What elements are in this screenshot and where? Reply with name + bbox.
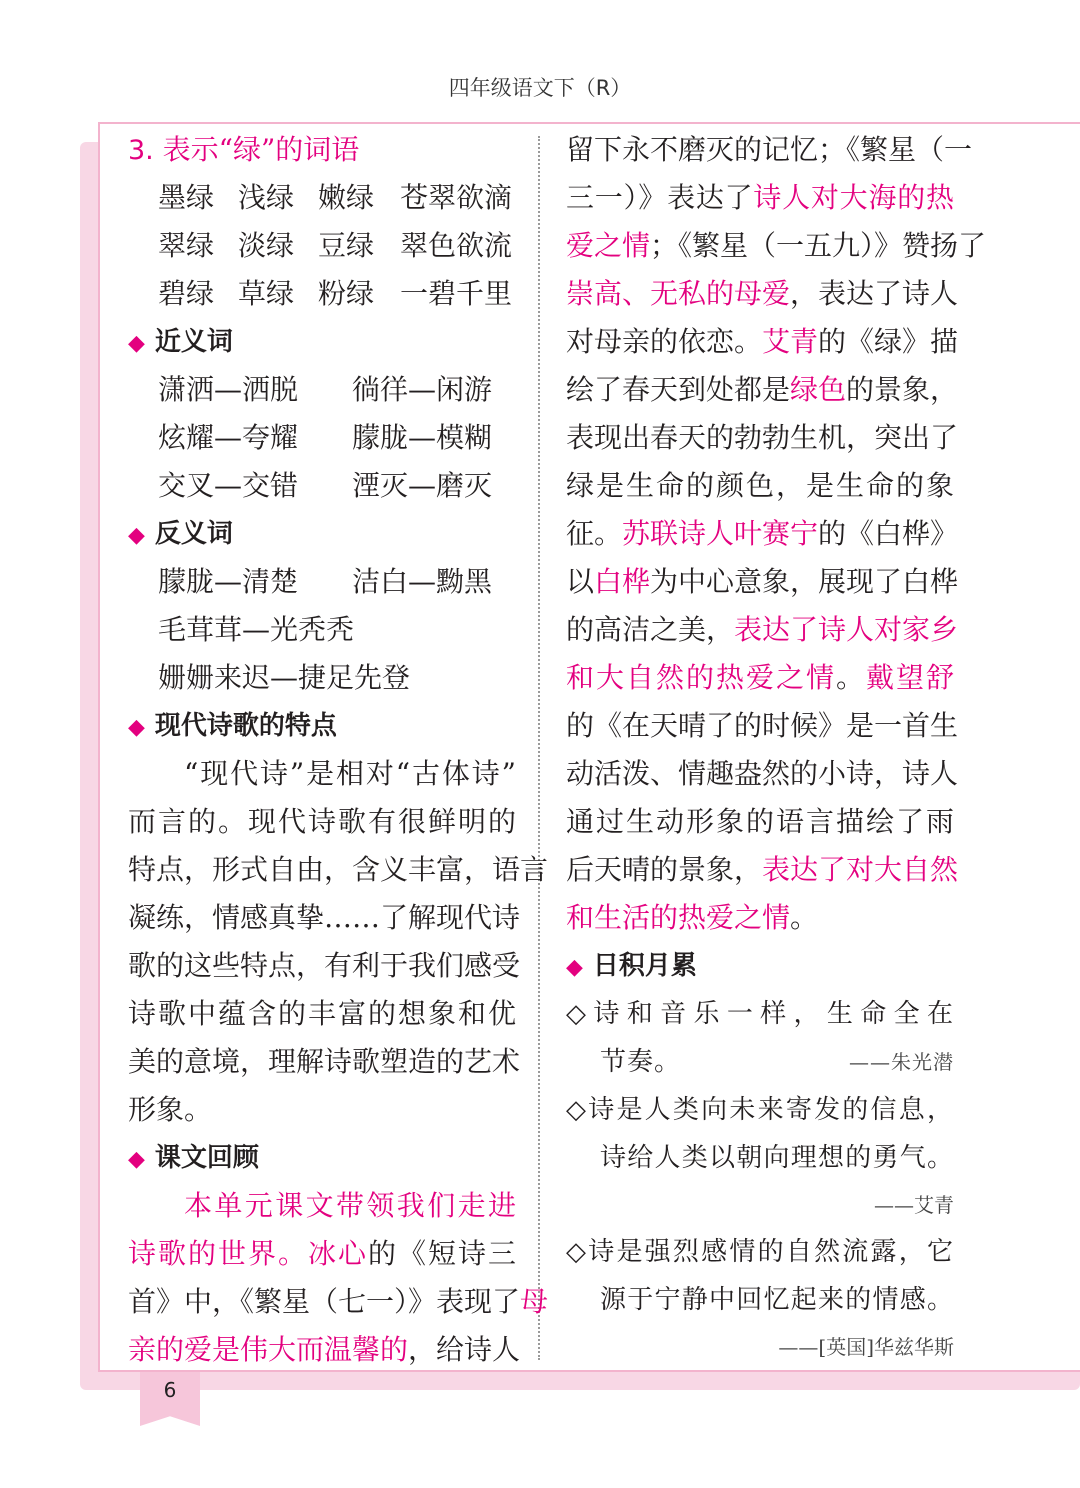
word: 翠色欲流 [400, 229, 513, 262]
text: ；《繁星（一五九）》赞扬了 [650, 229, 987, 262]
paragraph-line [566, 846, 959, 894]
word: 浅绿 [238, 181, 295, 214]
quote-line: ◇诗是强烈感情的自然流露，它 [566, 1237, 954, 1267]
paragraph-line [566, 558, 959, 606]
paragraph-line: 凝练，情感真挚……了解现代诗 [128, 901, 521, 934]
highlight-text: 表达了诗人对家乡 [734, 613, 959, 646]
antonyms-heading [128, 510, 516, 558]
section-green-words-heading [128, 126, 516, 174]
word: 草绿 [238, 277, 295, 310]
word: 粉绿 [318, 277, 375, 310]
quote-author: ——[英国]华兹华斯 [778, 1335, 954, 1359]
synonym-row [128, 462, 516, 510]
quote-author: ——朱光潜 [849, 1050, 954, 1074]
highlight-text: 绿色 [790, 373, 847, 406]
highlight-text: 诗歌的世界。冰心 [128, 1237, 368, 1270]
text: ，给诗人 [408, 1333, 521, 1366]
paragraph-line: 通过生动形象的语言描绘了雨 [566, 805, 954, 838]
highlight-text: 亲的爱是伟大而温馨的 [128, 1333, 409, 1366]
text: 。 [790, 901, 819, 934]
text: 绘了春天到处都是 [566, 373, 791, 406]
word: 翠绿 [158, 229, 215, 262]
highlight-text: 诗人对大海的热 [753, 181, 954, 214]
synonyms-heading [128, 318, 516, 366]
diamond-icon: ◆ [128, 523, 145, 548]
antonym-row [128, 558, 516, 606]
paragraph-line: 留下永不磨灭的记忆；《繁星（一 [566, 133, 973, 166]
text: 。 [835, 661, 866, 694]
diamond-icon: ◆ [128, 715, 145, 740]
paragraph-line [566, 894, 954, 942]
text: 的景象， [846, 373, 959, 406]
paragraph-line: 美的意境，理解诗歌塑造的艺术 [128, 1045, 521, 1078]
word: 碧绿 [158, 277, 215, 310]
paragraph-line [566, 366, 959, 414]
paragraph-line [128, 1278, 549, 1326]
word-pair: 徜徉—闲游 [352, 373, 493, 406]
text: 的《白桦》 [818, 517, 959, 550]
synonym-row [128, 366, 516, 414]
text: 以 [566, 565, 595, 598]
quote-line: 诗给人类以朝向理想的勇气。 [600, 1143, 954, 1173]
paragraph-line: 绿是生命的颜色，是生命的象 [566, 469, 954, 502]
paragraph-line: 的《在天晴了的时候》是一首生 [566, 709, 959, 742]
modern-poetry-heading [128, 702, 516, 750]
word: 苍翠欲滴 [400, 181, 513, 214]
quote-line: ◇诗和音乐一样，生命全在 [566, 999, 954, 1029]
paragraph-line [566, 654, 954, 702]
word-pair: 朦胧—清楚 [158, 565, 299, 598]
highlight-text: 艾青 [762, 325, 819, 358]
green-words-row [128, 174, 516, 222]
highlight-text: 苏联诗人叶赛宁 [622, 517, 819, 550]
paragraph-line [566, 222, 987, 270]
highlight-text: 和大自然的热爱之情 [566, 661, 836, 694]
paragraph-line: 动活泼、情趣盎然的小诗，诗人 [566, 757, 959, 790]
diamond-icon: ◆ [128, 331, 145, 356]
paragraph-line: 歌的这些特点，有利于我们感受 [128, 949, 521, 982]
text: 的《短诗三 [367, 1237, 516, 1270]
text: 的高洁之美， [566, 613, 735, 646]
green-words-row [128, 270, 516, 318]
heading-label: 课文回顾 [154, 1143, 259, 1173]
synonym-row [128, 414, 516, 462]
highlight-text: 母 [520, 1285, 549, 1318]
heading-label: 日积月累 [592, 951, 697, 981]
text: 为中心意象，展现了白桦 [650, 565, 959, 598]
quote-author: ——艾青 [874, 1193, 954, 1217]
paragraph-line: 特点，形式自由，含义丰富，语言 [128, 853, 549, 886]
text: 征。 [566, 517, 623, 550]
heading-label: 现代诗歌的特点 [154, 711, 337, 741]
highlight-text: 和生活的热爱之情 [566, 901, 791, 934]
highlight-text: 白桦 [594, 565, 651, 598]
quote-text: 节奏。 [600, 1047, 682, 1077]
page-header: 四年级语文下（R） [448, 76, 632, 100]
antonym-row: 姗姗来迟—捷足先登 [158, 661, 411, 694]
paragraph-line [566, 318, 959, 366]
word-pair: 潇洒—洒脱 [158, 373, 299, 406]
left-column [128, 126, 549, 1374]
word: 一碧千里 [400, 277, 513, 310]
word-pair: 朦胧—模糊 [352, 421, 493, 454]
green-words-row [128, 222, 516, 270]
paragraph-line [566, 270, 959, 318]
word-pair: 洁白—黝黑 [352, 565, 493, 598]
section-number: 3. [128, 135, 154, 166]
text: 首》中，《繁星（七一）》表现了 [128, 1285, 521, 1318]
paragraph-line [566, 510, 959, 558]
text: 的《绿》描 [818, 325, 959, 358]
paragraph-line: 本单元课文带领我们走进 [184, 1189, 516, 1222]
page-number: 6 [163, 1378, 177, 1402]
heading-label: 反义词 [154, 519, 233, 549]
paragraph-line: 诗歌中蕴含的丰富的想象和优 [128, 997, 516, 1030]
text: ，表达了诗人 [790, 277, 959, 310]
paragraph-line: 形象。 [128, 1093, 213, 1126]
paragraph-line [566, 174, 954, 222]
heading-label: 近义词 [154, 327, 233, 357]
right-column [566, 126, 987, 1370]
word: 墨绿 [158, 181, 215, 214]
paragraph-line [128, 1230, 516, 1278]
review-heading [128, 1134, 516, 1182]
text: 三一）》表达了 [566, 181, 754, 214]
quote-line: ◇诗是人类向未来寄发的信息， [566, 1095, 954, 1125]
highlight-text: 爱之情 [566, 229, 651, 262]
word: 豆绿 [318, 229, 375, 262]
paragraph-line: 而言的。现代诗歌有很鲜明的 [128, 805, 516, 838]
word-pair: 湮灭—磨灭 [352, 469, 493, 502]
word-pair: 交叉—交错 [158, 469, 299, 502]
diamond-icon: ◆ [566, 955, 583, 980]
word-pair: 炫耀—夸耀 [158, 421, 299, 454]
paragraph-line [566, 606, 959, 654]
word: 淡绿 [238, 229, 295, 262]
column-divider [538, 136, 540, 1360]
quote-line [566, 1038, 954, 1086]
quote-line: 源于宁静中回忆起来的情感。 [600, 1285, 954, 1315]
daily-accumulation-heading [566, 942, 954, 990]
highlight-text: 戴望舒 [865, 661, 954, 694]
paragraph-line: “现代诗”是相对“古体诗” [184, 757, 516, 790]
diamond-icon: ◆ [128, 1147, 145, 1172]
text: 后天晴的景象， [566, 853, 763, 886]
highlight-text: 表达了对大自然 [762, 853, 959, 886]
word: 嫩绿 [318, 181, 375, 214]
paragraph-line [128, 1326, 521, 1374]
highlight-text: 崇高、无私的母爱 [566, 277, 791, 310]
antonym-row: 毛茸茸—光秃秃 [158, 613, 355, 646]
paragraph-line: 表现出春天的勃勃生机，突出了 [566, 421, 959, 454]
text: 对母亲的依恋。 [566, 325, 763, 358]
section-title: 表示“绿”的词语 [162, 133, 360, 166]
